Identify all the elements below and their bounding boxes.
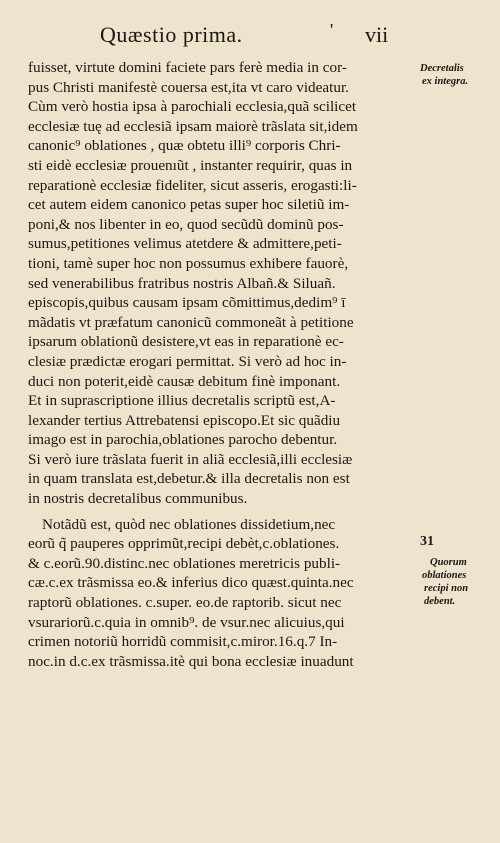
header-mark: '	[330, 20, 334, 40]
text-line: raptorũ oblationes. c.super. eo.de raptorib. sicut nec	[28, 594, 342, 612]
margin-note-line: ex integra.	[422, 76, 469, 87]
text-line: duci non poterit,eidè causæ debitum finè imponant.	[28, 372, 341, 390]
margin-note-line: Decretalis	[420, 63, 464, 74]
margin-note-line: oblationes	[422, 570, 467, 581]
text-line: in nostris decretalibus communibus.	[28, 490, 248, 508]
text-line: imago est in parochia,oblationes parocho debentur.	[28, 431, 338, 449]
margin-note-decretalis	[420, 62, 468, 88]
margin-note-line: debent.	[424, 596, 456, 607]
text-line: clesiæ prædictæ erogari permittat. Si verò ad hoc in-	[28, 352, 347, 370]
text-line: mãdatis vt præfatum canonicũ commoneãt à petitione	[28, 313, 354, 331]
text-line: vsurariorũ.c.quia in omnib⁹. de vsur.nec alicuius,qui	[28, 613, 345, 631]
text-line: fuisset, virtute domini faciete pars ferè media in cor-	[28, 59, 347, 76]
text-line: canonic⁹ oblationes , quæ obtetu illi⁹ corporis Chri-	[28, 137, 341, 155]
margin-section-number: 31	[420, 534, 434, 549]
text-line: sti eidè ecclesiæ prouenıũt , instanter requirir, quas in	[28, 156, 353, 174]
margin-note-quorum	[418, 556, 468, 608]
text-line: Cùm verò hostia ipsa à parochiali ecclesia,quã scilicet	[28, 98, 357, 116]
text-line: sed venerabilibus fratribus nostris Albañ.& Siluañ.	[28, 274, 336, 292]
text-line: eorũ q̃ pauperes opprimũt,recipi debèt,c.oblationes.	[28, 535, 340, 553]
text-line: pus Christi manifestè couersa est,ita vt caro videatur.	[28, 78, 349, 96]
text-line: tioni, tamè super hoc non possumus exhibere fauorè,	[28, 254, 349, 272]
running-head	[100, 22, 410, 50]
text-line: lexander tertius Attrebatensi episcopo.Et sic quãdiu	[28, 411, 341, 429]
text-line: cet autem eidem canonico petas super hoc siletiũ im-	[28, 196, 350, 214]
margin-note-line: Quorum	[430, 557, 467, 568]
text-line: sumus,petitiones velimus atetdere & admittere,peti-	[28, 235, 342, 253]
page-title: Quæstio prima.	[100, 22, 243, 47]
text-line: reparationè ecclesiæ fideliter, sicut asseris, erogasti:li-	[28, 176, 357, 194]
text-line: Si verò iure trãslata fuerit in aliã ecclesiã,illi ecclesiæ	[28, 450, 353, 468]
text-line: & c.eorũ.90.distinc.nec oblationes meretricis publi-	[28, 554, 341, 572]
text-line: in quam translata est,debetur.& illa decretalis non est	[28, 470, 350, 488]
text-line: cæ.c.ex trãsmissa eo.& inferius dico quæst.quinta.nec	[28, 574, 354, 592]
text-line: poni,& nos libenter in eo, quod secũdũ dominũ pos-	[28, 215, 344, 233]
text-line: episcopis,quibus causam ipsam cõmittimus,dedim⁹ ī	[28, 294, 346, 312]
text-line: ipsarum oblationũ desistere,vt eas in reparationè ec-	[28, 333, 344, 351]
main-text-block	[28, 58, 412, 671]
text-line: ecclesiæ tuę ad ecclesiã ipsam maiorè trãslata sit,idem	[28, 117, 358, 135]
text-line: Notãdũ est, quòd nec oblationes dissidetium,nec	[42, 515, 336, 533]
text-line: noc.in d.c.ex trãsmissa.itè qui bona ecclesiæ inuadunt	[28, 652, 354, 670]
text-line: Et in suprascriptione illius decretalis scriptũ est,A-	[28, 392, 336, 410]
margin-note-line: recipi non	[424, 583, 469, 594]
text-line: crimen notoriũ horridũ commisit,c.miror.16.q.7 In-	[28, 633, 338, 651]
folio-number: vii	[365, 22, 389, 47]
